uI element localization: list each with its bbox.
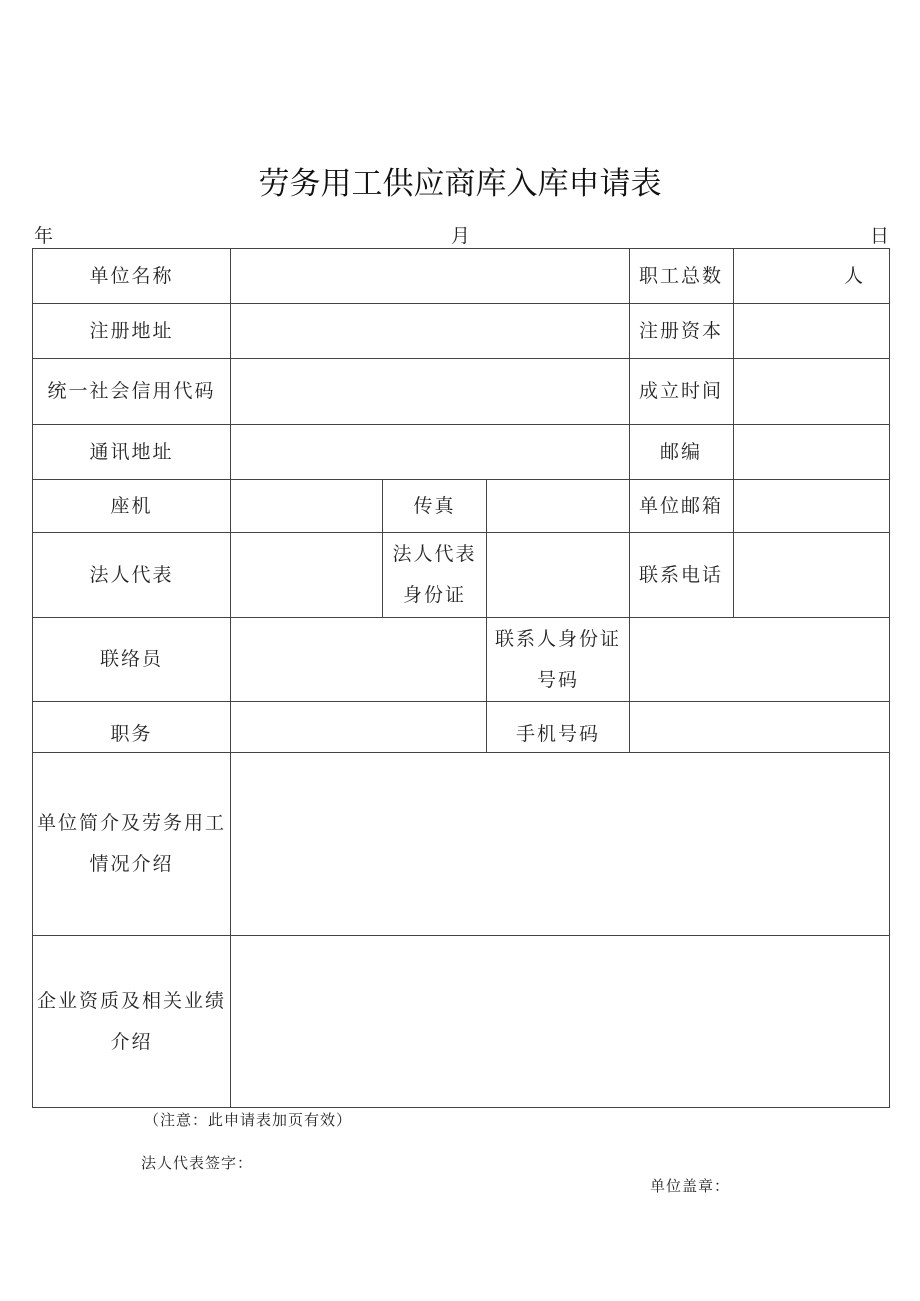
established-field[interactable] <box>734 359 889 424</box>
legal-rep-id-field[interactable] <box>487 533 629 617</box>
landline-label: 座机 <box>110 494 153 517</box>
application-form-table <box>32 248 890 1108</box>
credit-code-label: 统一社会信用代码 <box>47 380 216 402</box>
date-year: 年 <box>34 225 54 247</box>
fax-label: 传真 <box>413 494 456 517</box>
seal-label: 单位盖章： <box>650 1177 731 1195</box>
legal-rep-label: 法人代表 <box>89 563 174 586</box>
contact-id-label: 联系人身份证号码 <box>494 627 621 691</box>
legal-rep-id-label: 法人代表身份证 <box>392 543 477 606</box>
mailing-address-label: 通讯地址 <box>89 440 174 463</box>
position-label: 职务 <box>110 723 153 745</box>
unit-name-label: 单位名称 <box>89 264 174 287</box>
mobile-field[interactable] <box>630 702 889 752</box>
qualification-field[interactable] <box>231 936 889 1107</box>
contact-phone-label: 联系电话 <box>638 563 723 586</box>
page-note: （注意：此申请表加页有效） <box>144 1111 353 1129</box>
qualification-label: 企业资质及相关业绩介绍 <box>36 989 226 1053</box>
registered-capital-label: 注册资本 <box>638 319 723 342</box>
registered-address-field[interactable] <box>231 304 629 358</box>
legal-rep-field[interactable] <box>231 533 382 617</box>
intro-label: 单位简介及劳务用工情况介绍 <box>36 812 226 875</box>
postcode-field[interactable] <box>734 425 889 479</box>
registered-address-label: 注册地址 <box>89 319 174 342</box>
position-field[interactable] <box>231 702 486 752</box>
credit-code-field[interactable] <box>231 359 629 424</box>
intro-field[interactable] <box>231 753 889 935</box>
signature-label: 法人代表签字： <box>141 1154 254 1172</box>
registered-capital-field[interactable] <box>734 304 889 358</box>
form-title: 劳务用工供应商库入库申请表 <box>258 166 662 202</box>
contact-phone-field[interactable] <box>734 533 889 617</box>
mobile-label: 手机号码 <box>515 723 600 745</box>
mailing-address-field[interactable] <box>231 425 629 479</box>
postcode-label: 邮编 <box>659 440 702 463</box>
liaison-label: 联络员 <box>99 648 163 670</box>
unit-email-field[interactable] <box>734 480 889 532</box>
established-label: 成立时间 <box>638 380 723 402</box>
unit-name-field[interactable] <box>231 249 629 303</box>
fax-field[interactable] <box>487 480 629 532</box>
landline-field[interactable] <box>231 480 382 532</box>
date-month: 月 <box>451 225 471 247</box>
staff-count-label: 职工总数 <box>638 264 723 287</box>
liaison-field[interactable] <box>231 618 486 701</box>
unit-email-label: 单位邮箱 <box>638 494 723 517</box>
contact-id-field[interactable] <box>630 618 889 701</box>
staff-count-unit: 人 <box>843 264 865 287</box>
staff-count-field[interactable] <box>734 249 889 303</box>
date-day: 日 <box>870 225 890 247</box>
